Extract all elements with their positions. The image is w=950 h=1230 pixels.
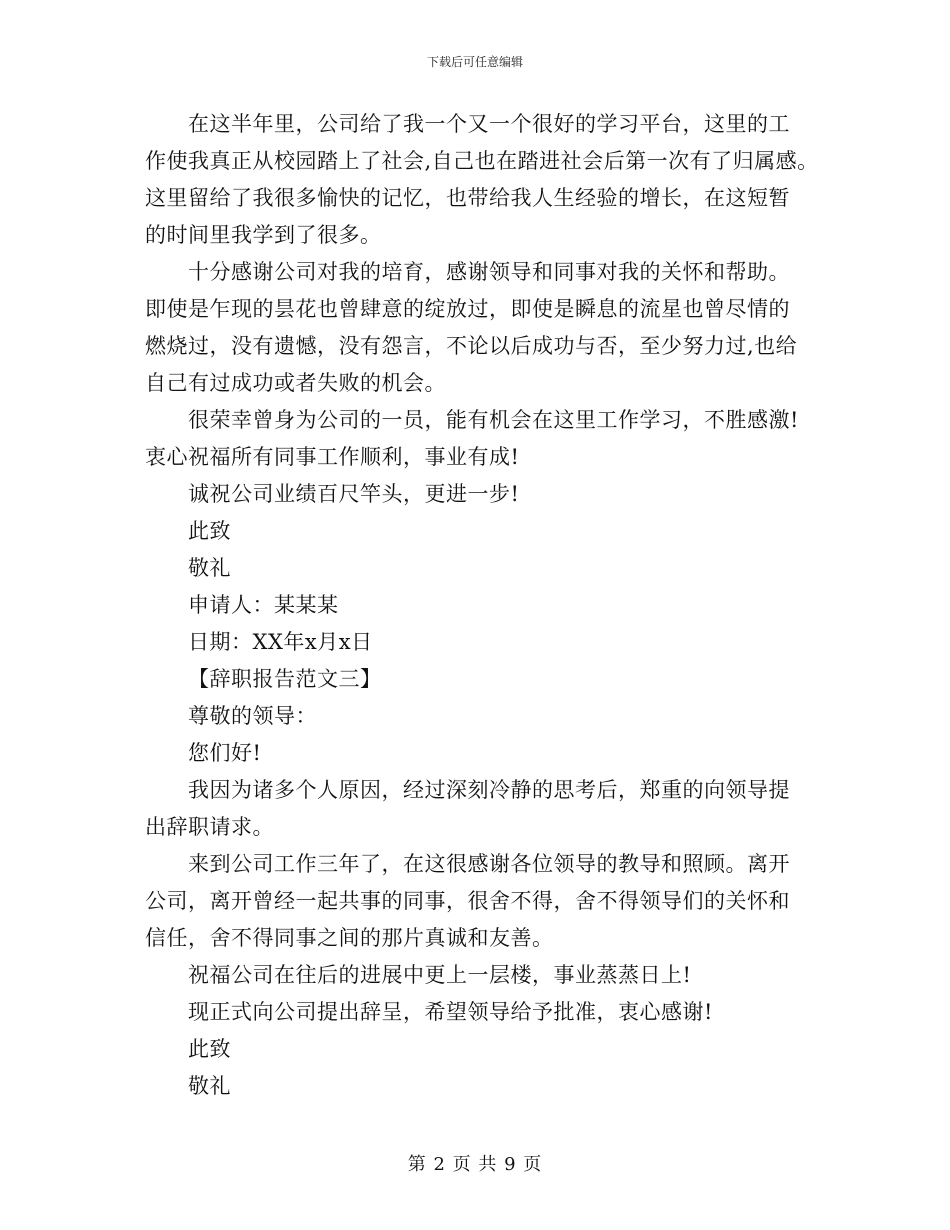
date-line: 日期：XX年x月x日 [188,630,373,654]
closing-regards: 敬礼 [188,556,231,580]
text-line: 出辞职请求。 [145,815,274,839]
text-line: 作使我真正从校园踏上了社会,自己也在踏进社会后第一次有了归属感。 [145,149,819,173]
applicant-line: 申请人：某某某 [188,593,339,617]
text-line: 公司，离开曾经一起共事的同事，很舍不得，舍不得领导们的关怀和 [145,889,790,913]
text-line: 现正式向公司提出辞呈，希望领导给予批准，衷心感谢! [188,1000,713,1024]
document-body [145,106,825,1105]
text-line: 来到公司工作三年了，在这很感谢各位领导的教导和照顾。离开 [188,852,790,876]
page-number: 第 2 页 共 9 页 [407,1154,543,1175]
text-line: 信任，舍不得同事之间的那片真诚和友善。 [145,926,554,950]
greeting-line: 您们好! [188,741,262,765]
text-line: 我因为诸多个人原因，经过深刻冷静的思考后，郑重的向领导提 [188,778,790,802]
text-line: 这里留给了我很多愉快的记忆，也带给我人生经验的增长，在这短暂 [145,186,790,210]
section-heading: 【辞职报告范文三】 [188,667,382,691]
text-line: 的时间里我学到了很多。 [145,223,382,247]
text-line: 即使是乍现的昙花也曾肆意的绽放过，即使是瞬息的流星也曾尽情的 [145,297,790,321]
text-line: 祝福公司在往后的进展中更上一层楼，事业蒸蒸日上! [188,963,692,987]
text-line: 衷心祝福所有同事工作顺利，事业有成! [145,445,520,469]
text-line: 诚祝公司业绩百尺竿头，更进一步! [188,482,520,506]
greeting-line: 尊敬的领导： [188,704,317,728]
text-line: 自己有过成功或者失败的机会。 [145,371,446,395]
text-line: 很荣幸曾身为公司的一员，能有机会在这里工作学习，不胜感激! [188,408,799,432]
closing-salutation: 此致 [188,519,231,543]
text-line: 十分感谢公司对我的培育，感谢领导和同事对我的关怀和帮助。 [188,260,790,284]
page-header: 下载后可任意编辑 [426,55,523,69]
text-line: 燃烧过，没有遗憾，没有怨言，不论以后成功与否，至少努力过,也给 [145,334,798,358]
closing-regards: 敬礼 [188,1074,231,1098]
closing-salutation: 此致 [188,1037,231,1061]
text-line: 在这半年里，公司给了我一个又一个很好的学习平台，这里的工 [188,112,790,136]
